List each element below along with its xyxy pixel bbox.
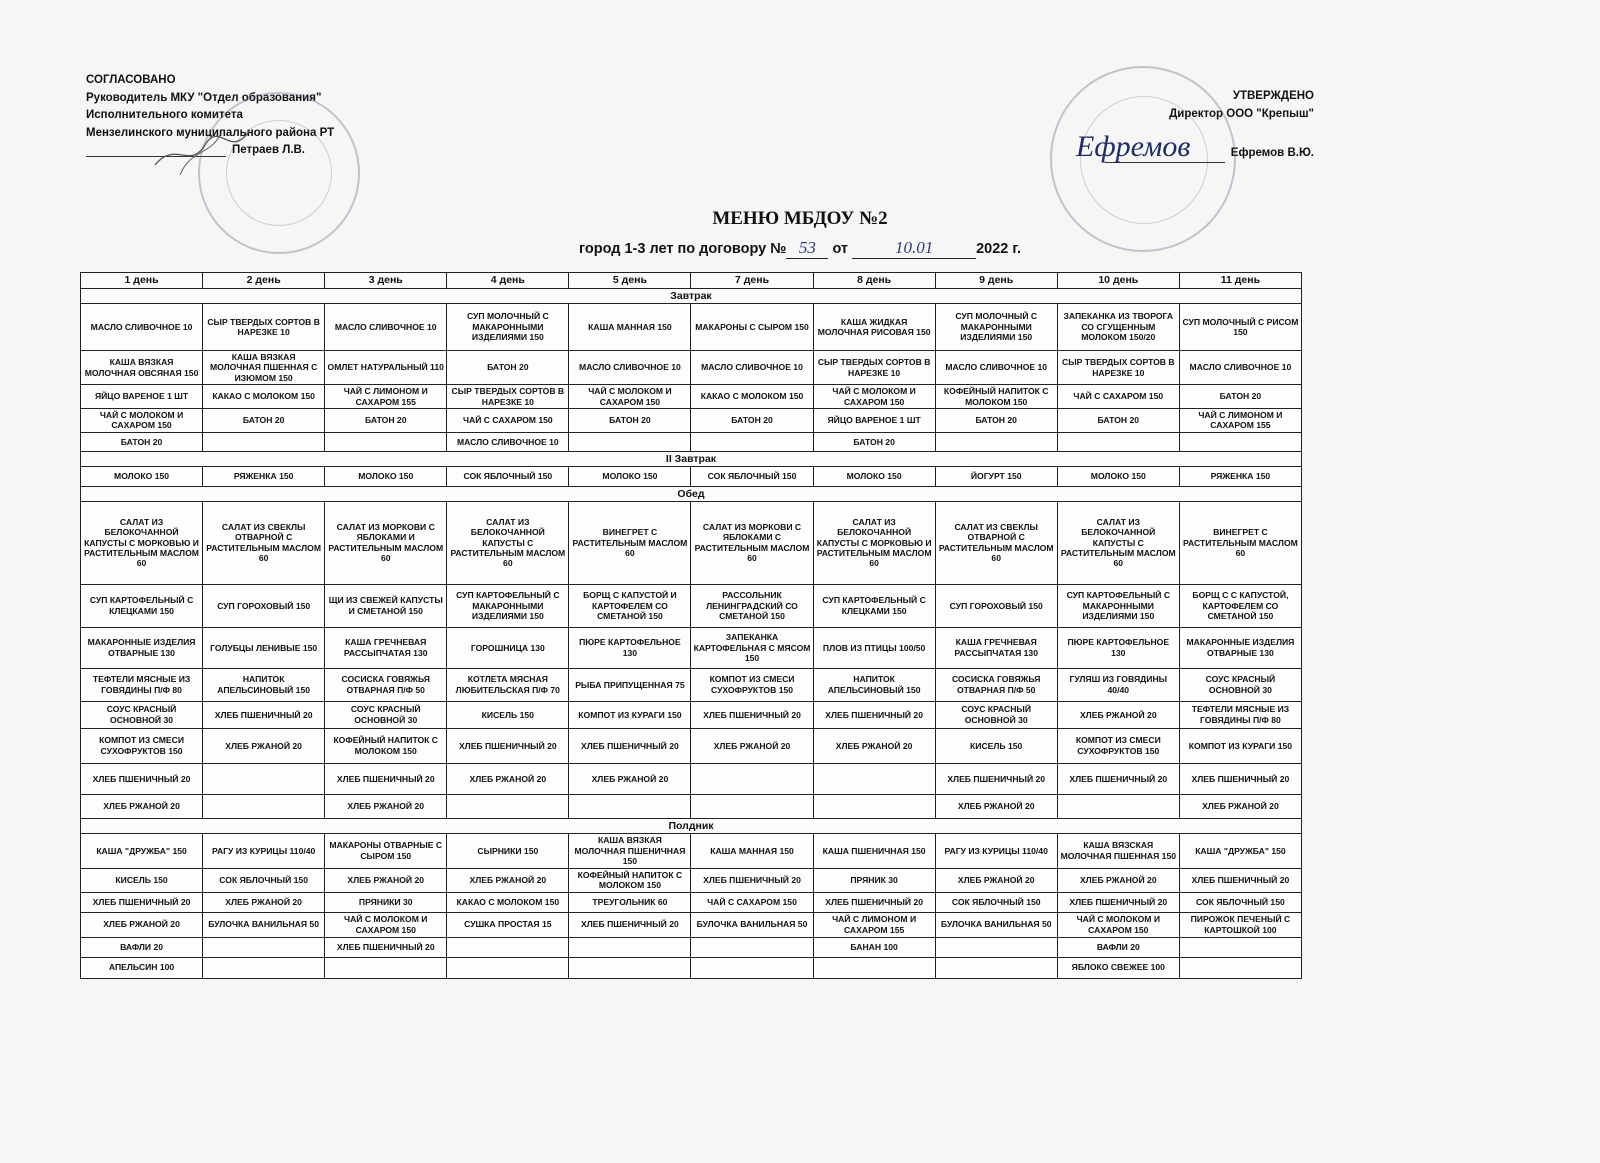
menu-cell: МАСЛО СЛИВОЧНОЕ 10: [81, 304, 203, 351]
menu-cell: ВИНЕГРЕТ С РАСТИТЕЛЬНЫМ МАСЛОМ 60: [569, 501, 691, 584]
menu-cell: КАКАО С МОЛОКОМ 150: [447, 892, 569, 912]
menu-cell: [569, 432, 691, 451]
menu-cell: КАША "ДРУЖБА" 150: [1179, 833, 1301, 868]
menu-cell: МАКАРОННЫЕ ИЗДЕЛИЯ ОТВАРНЫЕ 130: [81, 627, 203, 668]
table-row: [81, 351, 1302, 385]
section-row: [81, 289, 1302, 304]
menu-cell: ЧАЙ С САХАРОМ 150: [1057, 385, 1179, 409]
menu-cell: РЯЖЕНКА 150: [1179, 466, 1301, 486]
menu-cell: ХЛЕБ РЖАНОЙ 20: [569, 763, 691, 794]
menu-cell: ТЕФТЕЛИ МЯСНЫЕ ИЗ ГОВЯДИНЫ П/Ф 80: [1179, 701, 1301, 728]
menu-cell: КИСЕЛЬ 150: [81, 868, 203, 892]
menu-cell: БАТОН 20: [691, 409, 813, 433]
menu-cell: ХЛЕБ РЖАНОЙ 20: [1179, 794, 1301, 818]
day-header: 10 день: [1057, 273, 1179, 289]
menu-cell: РЯЖЕНКА 150: [203, 466, 325, 486]
menu-cell: ХЛЕБ ПШЕНИЧНЫЙ 20: [81, 892, 203, 912]
table-row: [81, 794, 1302, 818]
table-row: [81, 728, 1302, 763]
menu-cell: НАПИТОК АПЕЛЬСИНОВЫЙ 150: [203, 668, 325, 701]
menu-cell: КАША ВЯЗКАЯ МОЛОЧНАЯ ПШЕННАЯ С ИЗЮМОМ 150: [203, 351, 325, 385]
menu-cell: ХЛЕБ ПШЕНИЧНЫЙ 20: [81, 763, 203, 794]
menu-cell: СЫР ТВЕРДЫХ СОРТОВ В НАРЕЗКЕ 10: [813, 351, 935, 385]
menu-cell: [1179, 432, 1301, 451]
menu-cell: ЩИ ИЗ СВЕЖЕЙ КАПУСТЫ И СМЕТАНОЙ 150: [325, 584, 447, 627]
menu-cell: МАКАРОНЫ ОТВАРНЫЕ С СЫРОМ 150: [325, 833, 447, 868]
day-header: 4 день: [447, 273, 569, 289]
section-title: Полдник: [81, 818, 1302, 833]
menu-cell: МАСЛО СЛИВОЧНОЕ 10: [1179, 351, 1301, 385]
menu-cell: МАКАРОННЫЕ ИЗДЕЛИЯ ОТВАРНЫЕ 130: [1179, 627, 1301, 668]
menu-cell: СУП КАРТОФЕЛЬНЫЙ С КЛЕЦКАМИ 150: [813, 584, 935, 627]
section-title: Завтрак: [81, 289, 1302, 304]
section-title: II Завтрак: [81, 451, 1302, 466]
menu-cell: МАСЛО СЛИВОЧНОЕ 10: [325, 304, 447, 351]
menu-cell: МОЛОКО 150: [813, 466, 935, 486]
menu-cell: РАГУ ИЗ КУРИЦЫ 110/40: [203, 833, 325, 868]
menu-cell: ХЛЕБ РЖАНОЙ 20: [935, 794, 1057, 818]
menu-cell: ВАФЛИ 20: [1057, 937, 1179, 957]
menu-cell: ХЛЕБ ПШЕНИЧНЫЙ 20: [325, 937, 447, 957]
menu-cell: ПЮРЕ КАРТОФЕЛЬНОЕ 130: [1057, 627, 1179, 668]
menu-cell: ХЛЕБ ПШЕНИЧНЫЙ 20: [203, 701, 325, 728]
section-row: [81, 486, 1302, 501]
menu-cell: [203, 763, 325, 794]
menu-cell: [569, 794, 691, 818]
menu-cell: СУП ГОРОХОВЫЙ 150: [935, 584, 1057, 627]
menu-cell: [569, 937, 691, 957]
table-row: [81, 584, 1302, 627]
menu-cell: КИСЕЛЬ 150: [935, 728, 1057, 763]
menu-cell: ТРЕУГОЛЬНИК 60: [569, 892, 691, 912]
table-row: [81, 892, 1302, 912]
menu-cell: СУП МОЛОЧНЫЙ С МАКАРОННЫМИ ИЗДЕЛИЯМИ 150: [447, 304, 569, 351]
menu-cell: РЫБА ПРИПУЩЕННАЯ 75: [569, 668, 691, 701]
menu-cell: ХЛЕБ РЖАНОЙ 20: [935, 868, 1057, 892]
menu-cell: САЛАТ ИЗ БЕЛОКОЧАННОЙ КАПУСТЫ С МОРКОВЬЮ И РАСТИТЕЛЬНЫМ МАСЛОМ 60: [81, 501, 203, 584]
menu-cell: ЗАПЕКАНКА ИЗ ТВОРОГА СО СГУЩЕННЫМ МОЛОКОМ 150/20: [1057, 304, 1179, 351]
menu-cell: [935, 937, 1057, 957]
menu-cell: ПРЯНИКИ 30: [325, 892, 447, 912]
contract-date: 10.01: [852, 238, 976, 259]
table-row: [81, 409, 1302, 433]
menu-cell: [1179, 937, 1301, 957]
signature-left-scribble: [150, 120, 260, 180]
menu-cell: СОК ЯБЛОЧНЫЙ 150: [1179, 892, 1301, 912]
menu-cell: РАССОЛЬНИК ЛЕНИНГРАДСКИЙ СО СМЕТАНОЙ 150: [691, 584, 813, 627]
menu-cell: ВИНЕГРЕТ С РАСТИТЕЛЬНЫМ МАСЛОМ 60: [1179, 501, 1301, 584]
menu-cell: [691, 937, 813, 957]
menu-cell: [813, 957, 935, 978]
menu-cell: КАКАО С МОЛОКОМ 150: [203, 385, 325, 409]
day-header-row: [81, 273, 1302, 289]
menu-cell: КАША "ДРУЖБА" 150: [81, 833, 203, 868]
menu-cell: СУП КАРТОФЕЛЬНЫЙ С МАКАРОННЫМИ ИЗДЕЛИЯМИ 150: [1057, 584, 1179, 627]
table-row: [81, 385, 1302, 409]
menu-cell: ОМЛЕТ НАТУРАЛЬНЫЙ 110: [325, 351, 447, 385]
menu-cell: КОФЕЙНЫЙ НАПИТОК С МОЛОКОМ 150: [935, 385, 1057, 409]
menu-cell: [691, 957, 813, 978]
menu-cell: [203, 794, 325, 818]
menu-cell: ХЛЕБ РЖАНОЙ 20: [1057, 868, 1179, 892]
signature-right: Ефремов: [1076, 130, 1191, 163]
menu-cell: ГОЛУБЦЫ ЛЕНИВЫЕ 150: [203, 627, 325, 668]
menu-cell: КОМПОТ ИЗ СМЕСИ СУХОФРУКТОВ 150: [691, 668, 813, 701]
menu-cell: ХЛЕБ РЖАНОЙ 20: [447, 763, 569, 794]
menu-cell: [691, 763, 813, 794]
menu-cell: СОСИСКА ГОВЯЖЬЯ ОТВАРНАЯ П/Ф 50: [935, 668, 1057, 701]
day-header: 2 день: [203, 273, 325, 289]
day-header: 9 день: [935, 273, 1057, 289]
menu-cell: [935, 957, 1057, 978]
menu-cell: СОСИСКА ГОВЯЖЬЯ ОТВАРНАЯ П/Ф 50: [325, 668, 447, 701]
menu-cell: [691, 794, 813, 818]
menu-cell: ЧАЙ С ЛИМОНОМ И САХАРОМ 155: [813, 912, 935, 937]
menu-cell: КАША МАННАЯ 150: [691, 833, 813, 868]
menu-cell: СУП КАРТОФЕЛЬНЫЙ С МАКАРОННЫМИ ИЗДЕЛИЯМИ 150: [447, 584, 569, 627]
menu-cell: МОЛОКО 150: [81, 466, 203, 486]
menu-cell: КОМПОТ ИЗ СМЕСИ СУХОФРУКТОВ 150: [1057, 728, 1179, 763]
table-row: [81, 501, 1302, 584]
approval-left-signatory: Петраев Л.В.: [232, 144, 305, 157]
menu-body: [81, 289, 1302, 979]
menu-cell: ХЛЕБ ПШЕНИЧНЫЙ 20: [447, 728, 569, 763]
menu-cell: ХЛЕБ РЖАНОЙ 20: [1057, 701, 1179, 728]
table-row: [81, 957, 1302, 978]
menu-cell: БОРЩ С КАПУСТОЙ И КАРТОФЕЛЕМ СО СМЕТАНОЙ 150: [569, 584, 691, 627]
menu-cell: ХЛЕБ ПШЕНИЧНЫЙ 20: [1179, 763, 1301, 794]
menu-cell: ХЛЕБ РЖАНОЙ 20: [691, 728, 813, 763]
menu-cell: [813, 763, 935, 794]
menu-cell: ЧАЙ С МОЛОКОМ И САХАРОМ 150: [325, 912, 447, 937]
menu-cell: ЧАЙ С ЛИМОНОМ И САХАРОМ 155: [325, 385, 447, 409]
menu-cell: КОФЕЙНЫЙ НАПИТОК С МОЛОКОМ 150: [569, 868, 691, 892]
menu-cell: СОУС КРАСНЫЙ ОСНОВНОЙ 30: [935, 701, 1057, 728]
menu-cell: ХЛЕБ РЖАНОЙ 20: [325, 868, 447, 892]
menu-cell: ХЛЕБ РЖАНОЙ 20: [813, 728, 935, 763]
menu-cell: ХЛЕБ РЖАНОЙ 20: [447, 868, 569, 892]
menu-cell: ЧАЙ С МОЛОКОМ И САХАРОМ 150: [813, 385, 935, 409]
menu-cell: [447, 937, 569, 957]
menu-cell: СУП МОЛОЧНЫЙ С РИСОМ 150: [1179, 304, 1301, 351]
approval-left-heading: СОГЛАСОВАНО: [86, 74, 176, 86]
menu-cell: [813, 794, 935, 818]
menu-cell: СОУС КРАСНЫЙ ОСНОВНОЙ 30: [1179, 668, 1301, 701]
menu-cell: СЫР ТВЕРДЫХ СОРТОВ В НАРЕЗКЕ 10: [1057, 351, 1179, 385]
menu-cell: КОТЛЕТА МЯСНАЯ ЛЮБИТЕЛЬСКАЯ П/Ф 70: [447, 668, 569, 701]
day-header: 7 день: [691, 273, 813, 289]
menu-cell: БАТОН 20: [447, 351, 569, 385]
menu-cell: БОРЩ С С КАПУСТОЙ, КАРТОФЕЛЕМ СО СМЕТАНОЙ 150: [1179, 584, 1301, 627]
menu-cell: [569, 957, 691, 978]
table-row: [81, 668, 1302, 701]
menu-cell: ЧАЙ С МОЛОКОМ И САХАРОМ 150: [81, 409, 203, 433]
menu-cell: СОК ЯБЛОЧНЫЙ 150: [935, 892, 1057, 912]
menu-cell: СОУС КРАСНЫЙ ОСНОВНОЙ 30: [325, 701, 447, 728]
menu-cell: ХЛЕБ ПШЕНИЧНЫЙ 20: [569, 912, 691, 937]
menu-cell: [203, 957, 325, 978]
menu-cell: КАША ВЯЗСКАЯ МОЛОЧНАЯ ПШЕННАЯ 150: [1057, 833, 1179, 868]
menu-cell: [935, 432, 1057, 451]
menu-cell: КАША ВЯЗКАЯ МОЛОЧНАЯ ПШЕНИЧНАЯ 150: [569, 833, 691, 868]
menu-cell: НАПИТОК АПЕЛЬСИНОВЫЙ 150: [813, 668, 935, 701]
menu-cell: КОМПОТ ИЗ КУРАГИ 150: [569, 701, 691, 728]
table-row: [81, 868, 1302, 892]
menu-cell: [447, 794, 569, 818]
menu-cell: МАСЛО СЛИВОЧНОЕ 10: [691, 351, 813, 385]
menu-cell: БУЛОЧКА ВАНИЛЬНАЯ 50: [935, 912, 1057, 937]
approval-right-line1: Директор ООО "Крепыш": [1169, 107, 1314, 120]
approval-right-heading: УТВЕРЖДЕНО: [1232, 90, 1314, 102]
day-header: 5 день: [569, 273, 691, 289]
subtitle-year: 2022 г.: [976, 241, 1021, 257]
menu-cell: [691, 432, 813, 451]
menu-cell: САЛАТ ИЗ БЕЛОКОЧАННОЙ КАПУСТЫ С РАСТИТЕЛЬНЫМ МАСЛОМ 60: [447, 501, 569, 584]
menu-cell: ЗАПЕКАНКА КАРТОФЕЛЬНАЯ С МЯСОМ 150: [691, 627, 813, 668]
menu-cell: ХЛЕБ ПШЕНИЧНЫЙ 20: [325, 763, 447, 794]
menu-cell: ЙОГУРТ 150: [935, 466, 1057, 486]
menu-cell: СУП КАРТОФЕЛЬНЫЙ С КЛЕЦКАМИ 150: [81, 584, 203, 627]
menu-cell: КАША ГРЕЧНЕВАЯ РАССЫПЧАТАЯ 130: [325, 627, 447, 668]
table-row: [81, 763, 1302, 794]
menu-cell: ВАФЛИ 20: [81, 937, 203, 957]
day-header: 8 день: [813, 273, 935, 289]
table-row: [81, 466, 1302, 486]
menu-cell: БАТОН 20: [1057, 409, 1179, 433]
menu-cell: САЛАТ ИЗ МОРКОВИ С ЯБЛОКАМИ С РАСТИТЕЛЬНЫМ МАСЛОМ 60: [691, 501, 813, 584]
menu-cell: КИСЕЛЬ 150: [447, 701, 569, 728]
menu-cell: БАТОН 20: [1179, 385, 1301, 409]
menu-cell: ГУЛЯШ ИЗ ГОВЯДИНЫ 40/40: [1057, 668, 1179, 701]
menu-cell: ЧАЙ С ЛИМОНОМ И САХАРОМ 155: [1179, 409, 1301, 433]
approval-left-line2: Исполнительного комитета: [86, 109, 243, 122]
menu-cell: КАША ПШЕНИЧНАЯ 150: [813, 833, 935, 868]
menu-cell: АПЕЛЬСИН 100: [81, 957, 203, 978]
menu-cell: БАТОН 20: [81, 432, 203, 451]
menu-cell: САЛАТ ИЗ СВЕКЛЫ ОТВАРНОЙ С РАСТИТЕЛЬНЫМ МАСЛОМ 60: [203, 501, 325, 584]
table-row: [81, 701, 1302, 728]
menu-cell: СУП МОЛОЧНЫЙ С МАКАРОННЫМИ ИЗДЕЛИЯМИ 150: [935, 304, 1057, 351]
menu-cell: БАТОН 20: [325, 409, 447, 433]
section-row: [81, 451, 1302, 466]
menu-cell: ХЛЕБ ПШЕНИЧНЫЙ 20: [813, 892, 935, 912]
menu-cell: КАША ЖИДКАЯ МОЛОЧНАЯ РИСОВАЯ 150: [813, 304, 935, 351]
menu-cell: [1057, 432, 1179, 451]
table-row: [81, 432, 1302, 451]
menu-cell: МАСЛО СЛИВОЧНОЕ 10: [935, 351, 1057, 385]
menu-cell: ХЛЕБ ПШЕНИЧНЫЙ 20: [691, 701, 813, 728]
menu-cell: МАСЛО СЛИВОЧНОЕ 10: [447, 432, 569, 451]
menu-cell: БУЛОЧКА ВАНИЛЬНАЯ 50: [691, 912, 813, 937]
menu-cell: ПЛОВ ИЗ ПТИЦЫ 100/50: [813, 627, 935, 668]
menu-cell: СЫР ТВЕРДЫХ СОРТОВ В НАРЕЗКЕ 10: [447, 385, 569, 409]
menu-cell: ПРЯНИК 30: [813, 868, 935, 892]
menu-cell: [325, 432, 447, 451]
menu-cell: САЛАТ ИЗ БЕЛОКОЧАННОЙ КАПУСТЫ С РАСТИТЕЛЬНЫМ МАСЛОМ 60: [1057, 501, 1179, 584]
table-row: [81, 304, 1302, 351]
menu-cell: ГОРОШНИЦА 130: [447, 627, 569, 668]
menu-cell: ЯЙЦО ВАРЕНОЕ 1 ШТ: [813, 409, 935, 433]
menu-cell: КАКАО С МОЛОКОМ 150: [691, 385, 813, 409]
approval-left-line3: Мензелинского муниципального района РТ: [86, 126, 335, 139]
menu-cell: ХЛЕБ ПШЕНИЧНЫЙ 20: [1179, 868, 1301, 892]
section-title: Обед: [81, 486, 1302, 501]
menu-cell: ЧАЙ С МОЛОКОМ И САХАРОМ 150: [569, 385, 691, 409]
menu-cell: БАТОН 20: [813, 432, 935, 451]
menu-cell: ЯБЛОКО СВЕЖЕЕ 100: [1057, 957, 1179, 978]
menu-cell: БАТОН 20: [569, 409, 691, 433]
table-row: [81, 833, 1302, 868]
menu-cell: ХЛЕБ ПШЕНИЧНЫЙ 20: [691, 868, 813, 892]
menu-cell: ТЕФТЕЛИ МЯСНЫЕ ИЗ ГОВЯДИНЫ П/Ф 80: [81, 668, 203, 701]
day-header: 3 день: [325, 273, 447, 289]
menu-cell: БАТОН 20: [203, 409, 325, 433]
menu-cell: КАША ВЯЗКАЯ МОЛОЧНАЯ ОВСЯНАЯ 150: [81, 351, 203, 385]
menu-cell: ХЛЕБ РЖАНОЙ 20: [203, 728, 325, 763]
menu-cell: ПИРОЖОК ПЕЧЕНЫЙ С КАРТОШКОЙ 100: [1179, 912, 1301, 937]
menu-cell: ХЛЕБ ПШЕНИЧНЫЙ 20: [813, 701, 935, 728]
menu-cell: РАГУ ИЗ КУРИЦЫ 110/40: [935, 833, 1057, 868]
menu-cell: САЛАТ ИЗ МОРКОВИ С ЯБЛОКАМИ И РАСТИТЕЛЬНЫМ МАСЛОМ 60: [325, 501, 447, 584]
menu-cell: КОМПОТ ИЗ СМЕСИ СУХОФРУКТОВ 150: [81, 728, 203, 763]
menu-cell: КОФЕЙНЫЙ НАПИТОК С МОЛОКОМ 150: [325, 728, 447, 763]
menu-cell: [203, 937, 325, 957]
menu-cell: [1057, 794, 1179, 818]
menu-cell: САЛАТ ИЗ БЕЛОКОЧАННОЙ КАПУСТЫ С МОРКОВЬЮ И РАСТИТЕЛЬНЫМ МАСЛОМ 60: [813, 501, 935, 584]
subtitle-prefix: город 1-3 лет по договору №: [579, 241, 787, 257]
menu-cell: СОУС КРАСНЫЙ ОСНОВНОЙ 30: [81, 701, 203, 728]
menu-cell: БАНАН 100: [813, 937, 935, 957]
menu-cell: МОЛОКО 150: [1057, 466, 1179, 486]
menu-cell: СОК ЯБЛОЧНЫЙ 150: [203, 868, 325, 892]
menu-cell: БАТОН 20: [935, 409, 1057, 433]
page-title: МЕНЮ МБДОУ №2: [712, 208, 888, 229]
menu-cell: ХЛЕБ РЖАНОЙ 20: [203, 892, 325, 912]
menu-cell: [447, 957, 569, 978]
day-header: 1 день: [81, 273, 203, 289]
subtitle-from: от: [832, 241, 849, 257]
menu-table: [80, 272, 1302, 979]
approval-left-line1: Руководитель МКУ "Отдел образования": [86, 91, 322, 104]
menu-cell: СЫРНИКИ 150: [447, 833, 569, 868]
table-row: [81, 912, 1302, 937]
menu-cell: ХЛЕБ ПШЕНИЧНЫЙ 20: [1057, 763, 1179, 794]
menu-cell: ЧАЙ С МОЛОКОМ И САХАРОМ 150: [1057, 912, 1179, 937]
menu-cell: МОЛОКО 150: [569, 466, 691, 486]
approval-right-signatory: Ефремов В.Ю.: [1230, 147, 1314, 160]
menu-cell: ПЮРЕ КАРТОФЕЛЬНОЕ 130: [569, 627, 691, 668]
menu-cell: ХЛЕБ ПШЕНИЧНЫЙ 20: [935, 763, 1057, 794]
table-row: [81, 627, 1302, 668]
table-row: [81, 937, 1302, 957]
menu-cell: БУЛОЧКА ВАНИЛЬНАЯ 50: [203, 912, 325, 937]
menu-cell: ХЛЕБ ПШЕНИЧНЫЙ 20: [1057, 892, 1179, 912]
menu-cell: [325, 957, 447, 978]
page-subtitle: [0, 238, 1600, 259]
menu-cell: [1179, 957, 1301, 978]
menu-cell: СОК ЯБЛОЧНЫЙ 150: [691, 466, 813, 486]
menu-cell: СЫР ТВЕРДЫХ СОРТОВ В НАРЕЗКЕ 10: [203, 304, 325, 351]
menu-cell: СУШКА ПРОСТАЯ 15: [447, 912, 569, 937]
menu-cell: ХЛЕБ ПШЕНИЧНЫЙ 20: [569, 728, 691, 763]
menu-cell: МАСЛО СЛИВОЧНОЕ 10: [569, 351, 691, 385]
menu-cell: КОМПОТ ИЗ КУРАГИ 150: [1179, 728, 1301, 763]
menu-cell: ЧАЙ С САХАРОМ 150: [691, 892, 813, 912]
menu-cell: КАША МАННАЯ 150: [569, 304, 691, 351]
menu-cell: СУП ГОРОХОВЫЙ 150: [203, 584, 325, 627]
menu-cell: ХЛЕБ РЖАНОЙ 20: [81, 912, 203, 937]
menu-cell: ХЛЕБ РЖАНОЙ 20: [325, 794, 447, 818]
menu-cell: МАКАРОНЫ С СЫРОМ 150: [691, 304, 813, 351]
contract-number: 53: [786, 238, 828, 259]
menu-cell: ХЛЕБ РЖАНОЙ 20: [81, 794, 203, 818]
menu-cell: ЧАЙ С САХАРОМ 150: [447, 409, 569, 433]
menu-cell: [203, 432, 325, 451]
menu-cell: МОЛОКО 150: [325, 466, 447, 486]
menu-cell: САЛАТ ИЗ СВЕКЛЫ ОТВАРНОЙ С РАСТИТЕЛЬНЫМ МАСЛОМ 60: [935, 501, 1057, 584]
day-header: 11 день: [1179, 273, 1301, 289]
menu-cell: СОК ЯБЛОЧНЫЙ 150: [447, 466, 569, 486]
menu-cell: КАША ГРЕЧНЕВАЯ РАССЫПЧАТАЯ 130: [935, 627, 1057, 668]
menu-cell: ЯЙЦО ВАРЕНОЕ 1 ШТ: [81, 385, 203, 409]
section-row: [81, 818, 1302, 833]
